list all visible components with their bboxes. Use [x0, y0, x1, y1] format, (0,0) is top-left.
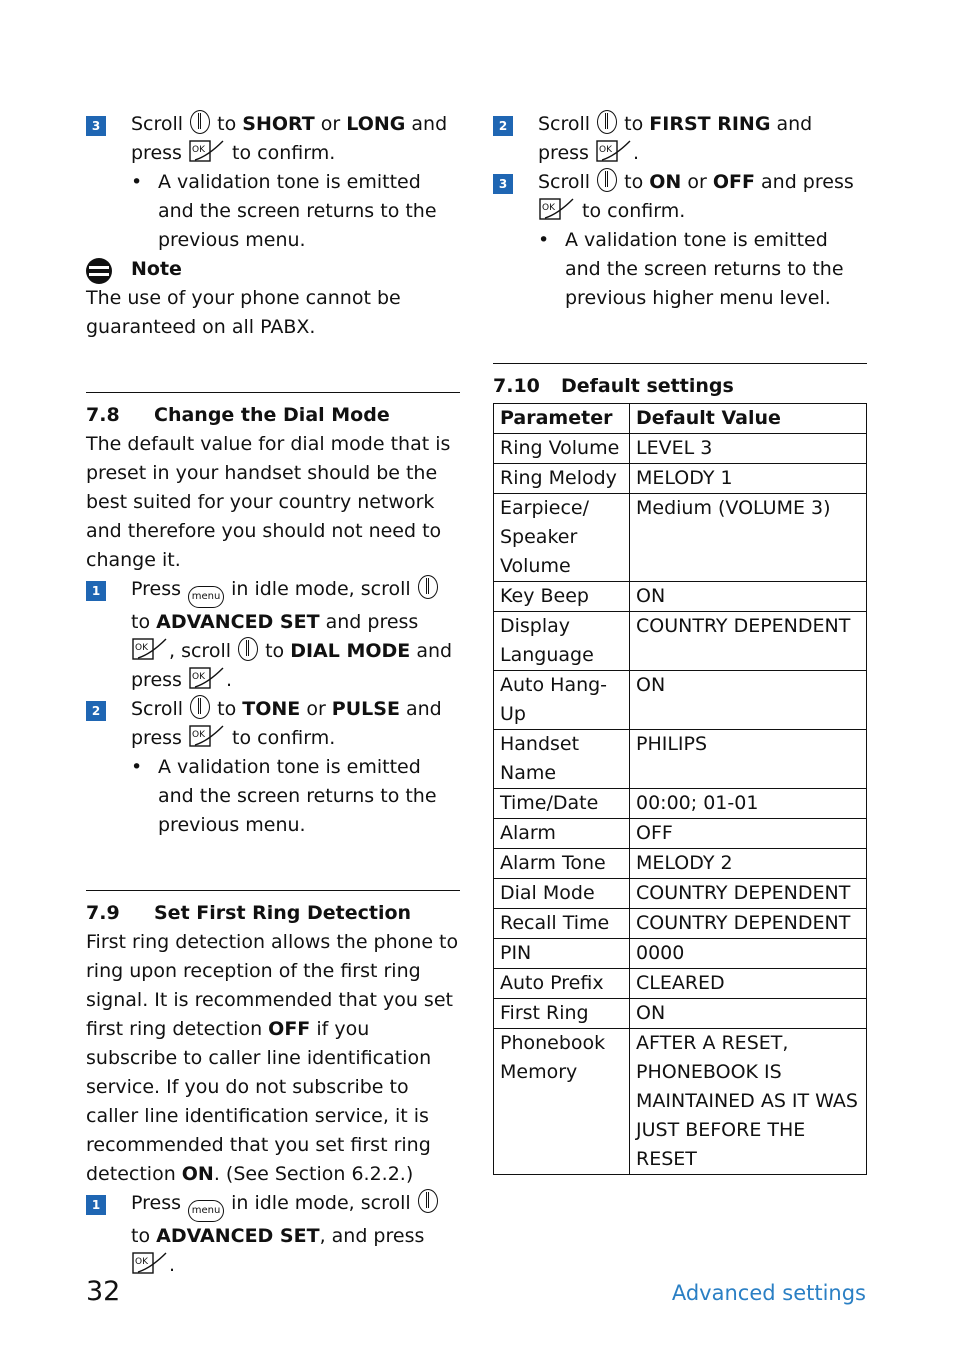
default-value-cell: COUNTRY DEPENDENT	[630, 612, 867, 671]
parameter-cell: Auto Prefix	[494, 969, 630, 999]
scroll-key-icon	[597, 168, 617, 192]
default-value-cell: MELODY 2	[630, 849, 867, 879]
default-settings-table	[493, 403, 867, 1175]
table-row	[494, 909, 867, 939]
step-number: 1	[86, 1195, 106, 1215]
bullet-dot: •	[538, 229, 550, 251]
page-number: 32	[86, 1276, 121, 1307]
table-row	[494, 612, 867, 671]
parameter-cell: Key Beep	[494, 582, 630, 612]
scroll-key-icon	[597, 110, 617, 134]
default-value-cell: COUNTRY DEPENDENT	[630, 879, 867, 909]
svg-text:OK: OK	[135, 1257, 148, 1267]
section-heading-7-8: 7.8 Change the Dial Mode	[86, 404, 390, 426]
parameter-cell: Ring Melody	[494, 464, 630, 494]
scroll-key-icon	[238, 637, 258, 661]
parameter-cell: First Ring	[494, 999, 630, 1029]
table-row	[494, 671, 867, 730]
step-dial-mode-2: 2 Scroll to TONE or PULSE and press OK to confirm.	[86, 695, 460, 753]
note-icon	[86, 258, 112, 284]
table-row	[494, 999, 867, 1029]
table-row	[494, 879, 867, 909]
svg-text:OK: OK	[135, 643, 148, 653]
step-first-ring-2: 2 Scroll to FIRST RING and press OK .	[493, 110, 867, 168]
default-value-cell: CLEARED	[630, 969, 867, 999]
bullet-item: • A validation tone is emitted and the screen returns to the previous higher menu level.	[493, 226, 867, 313]
table-body	[494, 434, 867, 1175]
section-heading-7-10: 7.10 Default settings	[493, 375, 734, 397]
scroll-key-icon	[418, 1189, 438, 1213]
default-value-cell: ON	[630, 671, 867, 730]
ok-key-icon	[189, 139, 225, 165]
note-heading: Note	[86, 255, 460, 284]
step-dial-mode-1: 1 Press menu in idle mode, scroll to ADVANCED SET and press OK , scroll to DIAL MODE and press OK .	[86, 575, 460, 695]
left-column	[86, 110, 460, 1280]
table-row	[494, 939, 867, 969]
svg-text:OK: OK	[542, 203, 555, 213]
bullet-item: • A validation tone is emitted and the screen returns to the previous menu.	[86, 753, 460, 840]
step-first-ring-1: 1 Press menu in idle mode, scroll to ADVANCED SET, and press OK .	[86, 1189, 460, 1280]
ok-key-icon	[596, 139, 632, 165]
svg-text:OK: OK	[191, 672, 205, 682]
table-row	[494, 789, 867, 819]
ok-key-icon	[132, 1251, 168, 1277]
table-row	[494, 434, 867, 464]
section-divider	[493, 363, 867, 364]
parameter-cell: Time/Date	[494, 789, 630, 819]
svg-text:OK: OK	[598, 145, 612, 155]
column-header: Default Value	[630, 404, 867, 434]
step-number: 2	[86, 701, 106, 721]
default-value-cell: LEVEL 3	[630, 434, 867, 464]
menu-key-icon: menu	[188, 586, 224, 608]
parameter-cell: Alarm	[494, 819, 630, 849]
parameter-cell: Handset Name	[494, 730, 630, 789]
section-divider	[86, 392, 460, 393]
parameter-cell: Auto Hang-Up	[494, 671, 630, 730]
default-value-cell: Medium (VOLUME 3)	[630, 494, 867, 582]
step-short-long: 3 Scroll to SHORT or LONG and press OK to confirm.	[86, 110, 460, 168]
default-value-cell: PHILIPS	[630, 730, 867, 789]
default-value-cell: OFF	[630, 819, 867, 849]
ok-key-icon	[189, 724, 225, 750]
table-row	[494, 849, 867, 879]
default-value-cell: ON	[630, 999, 867, 1029]
table-row	[494, 969, 867, 999]
section-heading-7-9: 7.9 Set First Ring Detection	[86, 902, 412, 924]
footer-section-title: Advanced settings	[671, 1281, 866, 1305]
table-row	[494, 819, 867, 849]
bullet-item: • A validation tone is emitted and the screen returns to the previous menu.	[86, 168, 460, 255]
parameter-cell: Earpiece/ Speaker Volume	[494, 494, 630, 582]
scroll-key-icon	[190, 695, 210, 719]
default-value-cell: AFTER A RESET, PHONEBOOK IS MAINTAINED AS IT WAS JUST BEFORE THE RESET	[630, 1029, 867, 1175]
step-number: 1	[86, 581, 106, 601]
scroll-key-icon	[190, 110, 210, 134]
right-column	[493, 110, 867, 1175]
step-number: 2	[493, 116, 513, 136]
parameter-cell: Dial Mode	[494, 879, 630, 909]
step-first-ring-3: 3 Scroll to ON or OFF and press OK to confirm.	[493, 168, 867, 226]
svg-text:OK: OK	[191, 730, 205, 740]
step-number: 3	[493, 174, 513, 194]
parameter-cell: Alarm Tone	[494, 849, 630, 879]
default-value-cell: MELODY 1	[630, 464, 867, 494]
table-header-row	[494, 404, 867, 434]
parameter-cell: Recall Time	[494, 909, 630, 939]
scroll-key-icon	[418, 575, 438, 599]
note-text: The use of your phone cannot be guaranteed on all PABX.	[86, 287, 401, 338]
parameter-cell: PIN	[494, 939, 630, 969]
table-row	[494, 1029, 867, 1175]
ok-key-icon	[132, 637, 168, 663]
section-intro: The default value for dial mode that is preset in your handset should be the best suited for your country network and therefore you should not need to change it.	[86, 433, 451, 571]
table-row	[494, 730, 867, 789]
section-body: First ring detection allows the phone to ring upon reception of the first ring signal. It is recommended that you set first ring detection OFF if you subscribe to caller line identification service. If you do not subscribe to caller line identification service, it is recommended that you set first ring detection ON. (See Section 6.2.2.)	[86, 931, 459, 1185]
default-value-cell: 00:00; 01-01	[630, 789, 867, 819]
table-row	[494, 464, 867, 494]
table-row	[494, 494, 867, 582]
parameter-cell: Ring Volume	[494, 434, 630, 464]
parameter-cell: Display Language	[494, 612, 630, 671]
ok-key-icon	[539, 197, 575, 223]
default-value-cell: COUNTRY DEPENDENT	[630, 909, 867, 939]
default-value-cell: 0000	[630, 939, 867, 969]
bullet-dot: •	[131, 756, 143, 778]
parameter-cell: Phonebook Memory	[494, 1029, 630, 1175]
bullet-dot: •	[131, 171, 143, 193]
section-divider	[86, 890, 460, 891]
ok-key-icon	[189, 666, 225, 692]
table-row	[494, 582, 867, 612]
step-number: 3	[86, 116, 106, 136]
default-value-cell: ON	[630, 582, 867, 612]
svg-text:OK: OK	[191, 145, 205, 155]
menu-key-icon: menu	[188, 1200, 224, 1222]
column-header: Parameter	[494, 404, 630, 434]
